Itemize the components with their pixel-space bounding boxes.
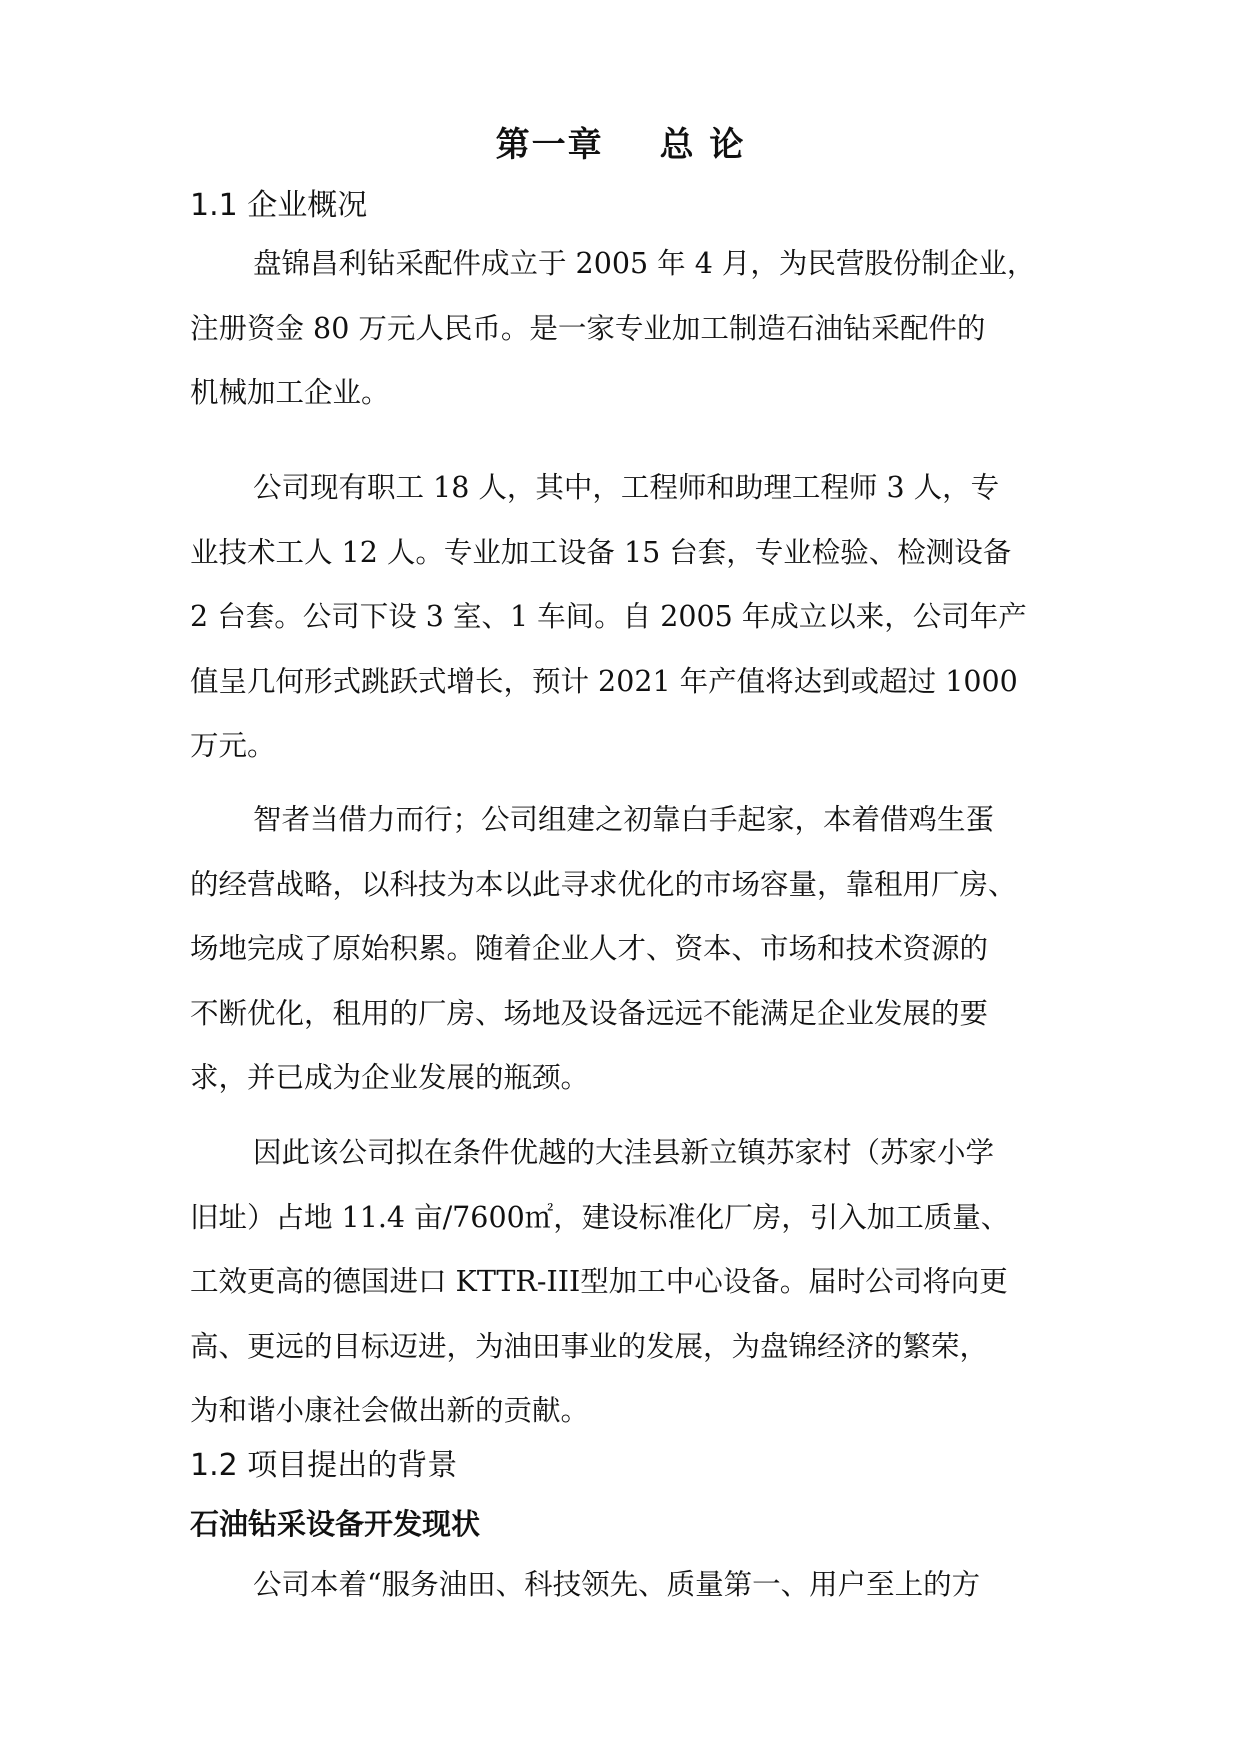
section-heading-1-2: 1.2 项目提出的背景 bbox=[190, 1448, 458, 1483]
chapter-number: 第一章 bbox=[495, 125, 604, 165]
chapter-title bbox=[0, 120, 1241, 170]
text-line: 高、更远的目标迈进，为油田事业的发展，为盘锦经济的繁荣， bbox=[190, 1329, 989, 1363]
text-line: 的经营战略，以科技为本以此寻求优化的市场容量，靠租用厂房、 bbox=[190, 867, 1017, 901]
text-line: 旧址）占地 11.4 亩/7600㎡，建设标准化厂房，引入加工质量、 bbox=[190, 1200, 1010, 1234]
chapter-name: 总 论 bbox=[659, 125, 746, 165]
text-line: 值呈几何形式跳跃式增长，预计 2021 年产值将达到或超过 1000 bbox=[190, 664, 1018, 698]
text-line: 智者当借力而行；公司组建之初靠白手起家，本着借鸡生蛋 bbox=[253, 803, 995, 836]
text-line: 公司现有职工 18 人，其中，工程师和助理工程师 3 人，专 bbox=[253, 471, 1000, 504]
text-line: 机械加工企业。 bbox=[190, 376, 390, 409]
paragraph-company-founding bbox=[190, 232, 1050, 426]
text-line: 为和谐小康社会做出新的贡献。 bbox=[190, 1394, 590, 1427]
paragraph-company-strategy bbox=[190, 788, 1050, 1111]
text-line: 万元。 bbox=[190, 729, 276, 762]
paragraph-company-staff bbox=[190, 456, 1050, 779]
text-line: 求，并已成为企业发展的瓶颈。 bbox=[190, 1061, 590, 1094]
text-line: 盘锦昌利钻采配件成立于 2005 年 4 月，为民营股份制企业， bbox=[253, 247, 1036, 280]
sub-heading-drilling-equipment: 石油钻采设备开发现状 bbox=[190, 1507, 481, 1541]
text-line: 公司本着“服务油田、科技领先、质量第一、用户至上的方 bbox=[253, 1568, 981, 1601]
section-heading-1-1: 1.1 企业概况 bbox=[190, 188, 368, 223]
text-line: 注册资金 80 万元人民币。是一家专业加工制造石油钻采配件的 bbox=[190, 311, 986, 345]
text-line: 2 台套。公司下设 3 室、1 车间。自 2005 年成立以来，公司年产 bbox=[190, 600, 1027, 633]
text-line: 工效更高的德国进口 KTTR-III型加工中心设备。届时公司将向更 bbox=[190, 1265, 1008, 1298]
text-line: 业技术工人 12 人。专业加工设备 15 台套，专业检验、检测设备 bbox=[190, 535, 1012, 569]
text-line: 场地完成了原始积累。随着企业人才、资本、市场和技术资源的 bbox=[190, 932, 989, 965]
paragraph-company-plan bbox=[190, 1121, 1050, 1444]
paragraph-company-principle bbox=[190, 1553, 1050, 1618]
text-line: 因此该公司拟在条件优越的大洼县新立镇苏家村（苏家小学 bbox=[253, 1136, 995, 1169]
text-line: 不断优化，租用的厂房、场地及设备远远不能满足企业发展的要 bbox=[190, 996, 989, 1030]
